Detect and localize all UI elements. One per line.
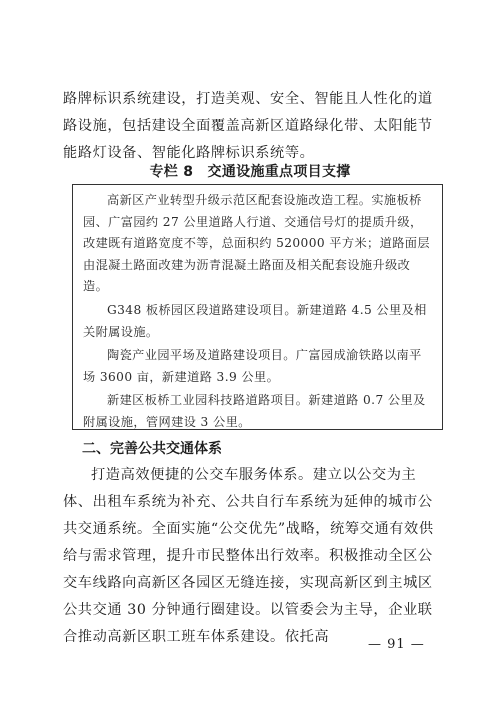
box-item: 陶瓷产业园平场及道路建设项目。广富园成渝铁路以南平场 3600 亩，新建道路 3.9 公里。 [83,348,422,384]
intro-paragraph: 路牌标识系统建设，打造美观、安全、智能且人性化的道路设施，包括建设全面覆盖高新区道路绿化带、太阳能节能路灯设备、智能化路牌标识系统等。 [63,91,433,161]
section-paragraph: 打造高效便捷的公交车服务体系。建立以公交为主体、出租车系统为补充、公共自行车系统为延伸的城市公共交通系统。全面实施“公交优先”战略，统筹交通有效供给与需求管理，提升市民整体出行效率。积极推动全区公交车线路向高新区各园区无缝连接，实现高新区到主城区公共交通 30 分钟通行圈建设。以管委会为主导，企业联合推动高新区职工班车体系建设。依托高 [63,467,434,645]
box-item: G348 板桥园区段道路建设项目。新建道路 4.5 公里及相关附属设施。 [83,302,427,339]
box-item: 新建区板桥工业园科技路道路项目。新建道路 0.7 公里及附属设施，管网建设 3 公里。 [83,393,426,429]
box-title: 专栏 8 交通设施重点项目支撑 [149,164,351,180]
section-heading: 二、完善公共交通体系 [82,441,222,457]
box-item: 高新区产业转型升级示范区配套设施改造工程。实施板桥园、广富园约 27 公里道路人行道、交通信号灯的提质升级，改建既有道路宽度不等，总面积约 520000 平方米；道路面层由混凝土路面改建为沥青混凝土路面及相关配套设施升级改造。 [83,193,430,294]
page-number: — 91 — [368,637,425,652]
project-box [72,184,443,430]
